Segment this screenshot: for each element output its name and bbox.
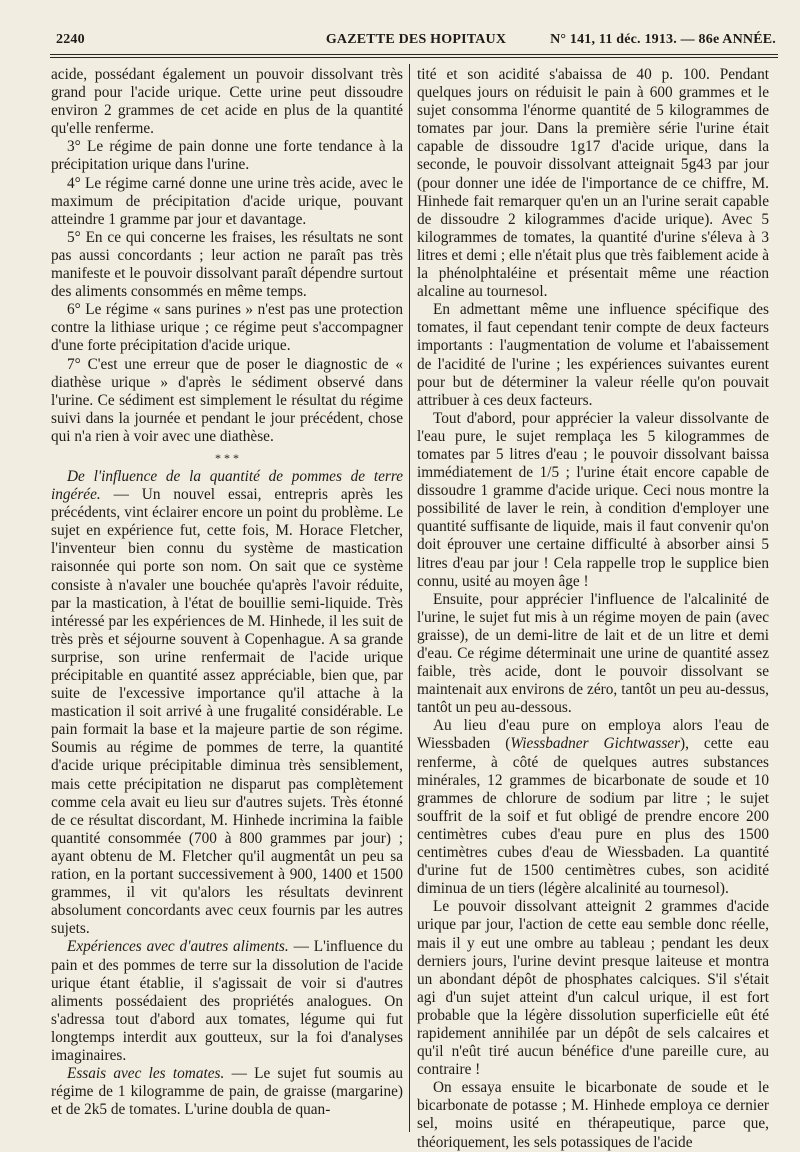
paragraph: [51, 468, 403, 938]
issue-info: N° 141, 11 déc. 1913. — 86e ANNÉE.: [550, 32, 776, 47]
paragraph: 3° Le régime de pain donne une forte tendance à la précipitation urique dans l'urine.: [51, 138, 403, 174]
section-heading: De l'influence de la quantité de pommes de terre ingérée.: [51, 467, 403, 504]
header-rule-top: [50, 54, 778, 55]
page-number: 2240: [56, 32, 85, 47]
paragraph-text: ), cette eau renferme, à côté de quelques autres substances minérales, 12 grammes de bicarbonate de soude et 10 grammes de chlorure de sodium par litre ; le sujet souffrit de la soif et fut obligé de prendre encore 200 centimètres cubes d'eau pure en plus des 1500 centimètres cubes d'eau de Wiessbaden. La quantité d'urine fut de 1500 centimètres cubes, son acidité diminua de un tiers (légère alcalinité au tournesol).: [417, 735, 769, 898]
paragraph: 5° En ce qui concerne les fraises, les résultats ne sont pas aussi concordants ; leur action ne paraît pas très manifeste et le pouvoir dissolvant paraît dépendre surtout des aliments consommés en même temps.: [51, 228, 403, 301]
paragraph-text: — Un nouvel essai, entrepris après les précédents, vint éclairer encore un point du problème. Le sujet en expérience fut, cette fois, M. Horace Fletcher, l'inventeur bien connu du système de mastication raisonnée qui porte son nom. On sait que ce système consiste à n'avaler une bouchée qu'après l'avoir réduite, par la mastication, à l'état de bouillie semi-liquide. Très intéressé par les expériences de M. Hinhede, il les suit de très près et séjourne souvent à Copenhague. A sa grande surprise, son urine renfermait de l'acide urique précipitable en quantité assez appréciable, bien que, par suite de l'excessive importance qu'il attache à la mastication il soit arrivé à une frugalité considérable. Le pain formait la base et la majeure partie de son régime. Soumis au régime de pommes de terre, la quantité d'acide urique précipitable diminua très sensiblement, mais cette précipitation ne disparut pas complètement comme cela avait eu lieu sur d'autres sujets. Très étonné de ce résultat discordant, M. Hinhede incrimina la faible quantité consommée (700 à 800 grammes par jour) ; ayant obtenu de M. Fletcher qu'il augmentât un peu sa ration, en la portant successivement à 900, 1400 et 1500 grammes, il vit qu'alors les résultats devinrent absolument concordants avec ceux fournis par les autres sujets.: [51, 486, 403, 938]
paragraph-text: — Le sujet fut soumis au régime de 1 kilogramme de pain, de graisse (margarine) et de 2k5 de tomates. L'urine doubla de quan-: [51, 1065, 403, 1119]
right-column: [417, 66, 769, 1152]
paragraph: tité et son acidité s'abaissa de 40 p. 100. Pendant quelques jours on réduisit le pain à 600 grammes et le sujet consomma l'énorme quantité de 5 kilogrammes de tomates par jour. Dans la première série l'urine était capable de dissoudre 1g17 d'acide urique, dans la seconde, le pouvoir dissolvant atteignait 5g43 par jour (pour donner une idée de l'importance de ce chiffre, M. Hinhede fait remarquer qu'en un an l'urine serait capable de dissoudre 2 kilogrammes d'acide urique). Avec 5 kilogrammes de tomates, la quantité d'urine s'éleva à 3 litres et demi ; elle n'était plus que très faiblement acide à la phénolphtaléine et présentait même une réaction alcaline au tournesol.: [417, 66, 769, 301]
paragraph: Tout d'abord, pour apprécier la valeur dissolvante de l'eau pure, le sujet remplaça les 5 kilogrammes de tomates par 5 litres d'eau ; le pouvoir dissolvant baissa immédiatement de 1/5 ; l'urine était encore capable de dissoudre 1 gramme d'acide urique. Ceci nous montre la possibilité de laver le rein, à condition d'employer une quantité suffisante de liquide, mais il faut convenir qu'on doit éprouver une certaine difficulté à absorber ainsi 5 litres d'eau par jour ! Cela rappelle trop le supplice bien connu, usité au moyen âge !: [417, 409, 769, 590]
paragraph: [417, 717, 769, 898]
page-header: [56, 30, 776, 50]
paragraph: [51, 1065, 403, 1119]
emphasis: Wiessbadner Gichtwasser: [510, 735, 681, 753]
paragraph: En admettant même une influence spécifique des tomates, il faut cependant tenir compte de deux facteurs importants : l'augmentation de volume et l'abaissement de l'acidité de l'urine ; les expériences suivantes eurent pour but de déterminer la valeur réelle qu'on pouvait attribuer à ces deux facteurs.: [417, 301, 769, 409]
section-separator: * * *: [215, 450, 239, 465]
paragraph: acide, possédant également un pouvoir dissolvant très grand pour l'acide urique. Cette urine peut dissoudre environ 2 grammes de cet acide en plus de la quantité qu'elle renferme.: [51, 66, 403, 138]
paragraph-text: — L'influence du pain et des pommes de terre sur la dissolution de l'acide urique étant établie, il s'agissait de voir si d'autres aliments possédaient des propriétés analogues. On s'adressa tout d'abord aux tomates, légume qui fut longtemps interdit aux goutteux, sur la foi d'analyses imaginaires.: [51, 938, 403, 1064]
section-heading: Essais avec les tomates.: [67, 1065, 225, 1083]
paragraph: On essaya ensuite le bicarbonate de soude et le bicarbonate de potasse ; M. Hinhede employa ce dernier sel, moins usité en thérapeutique, parce que, théoriquement, les sels potassiques de l'acide: [417, 1079, 769, 1151]
left-column: [51, 66, 403, 1119]
paragraph: 6° Le régime « sans purines » n'est pas une protection contre la lithiase urique ; ce régime peut s'accompagner d'une forte précipitation d'acide urique.: [51, 301, 403, 355]
paragraph: Ensuite, pour apprécier l'influence de l'alcalinité de l'urine, le sujet fut mis à un régime moyen de pain (avec graisse), de un demi-litre de lait et de un litre et demi d'eau. Ce régime déterminait une urine de quantité assez faible, très acide, dont le pouvoir dissolvant se maintenait aux environs de zéro, tantôt un peu au-dessus, tantôt un peu au-dessous.: [417, 590, 769, 717]
section-heading: Expériences avec d'autres aliments.: [67, 938, 289, 956]
column-divider: [409, 64, 410, 1132]
header-rule-bottom: [50, 57, 778, 58]
paragraph: 7° C'est une erreur que de poser le diagnostic de « diathèse urique » d'après le sédiment observé dans l'urine. Ce sédiment est simplement le résultat du régime suivi dans la journée et pendant le jour précédent, chose qui n'a rien à voir avec une diathèse.: [51, 355, 403, 445]
journal-title: GAZETTE DES HOPITAUX: [325, 32, 507, 47]
paragraph: Le pouvoir dissolvant atteignit 2 grammes d'acide urique par jour, l'action de cette eau semble donc réelle, mais il y eut une ombre au tableau ; pendant les deux derniers jours, l'urine devint presque laiteuse et montra un abondant dépôt de phosphates calciques. S'il s'était agi d'un sujet atteint d'un calcul urique, il est fort probable que la légère dissolution superficielle eût été rapidement annihilée par un dépôt de sels calcaires et qu'il n'eût tiré aucun bénéfice d'une pareille cure, au contraire !: [417, 898, 769, 1079]
paragraph: 4° Le régime carné donne une urine très acide, avec le maximum de précipitation d'acide urique, pouvant atteindre 1 gramme par jour et davantage.: [51, 174, 403, 228]
paragraph: [51, 938, 403, 1065]
paragraph-text: Au lieu d'eau pure on employa alors l'eau de Wiessbaden (: [417, 717, 769, 753]
